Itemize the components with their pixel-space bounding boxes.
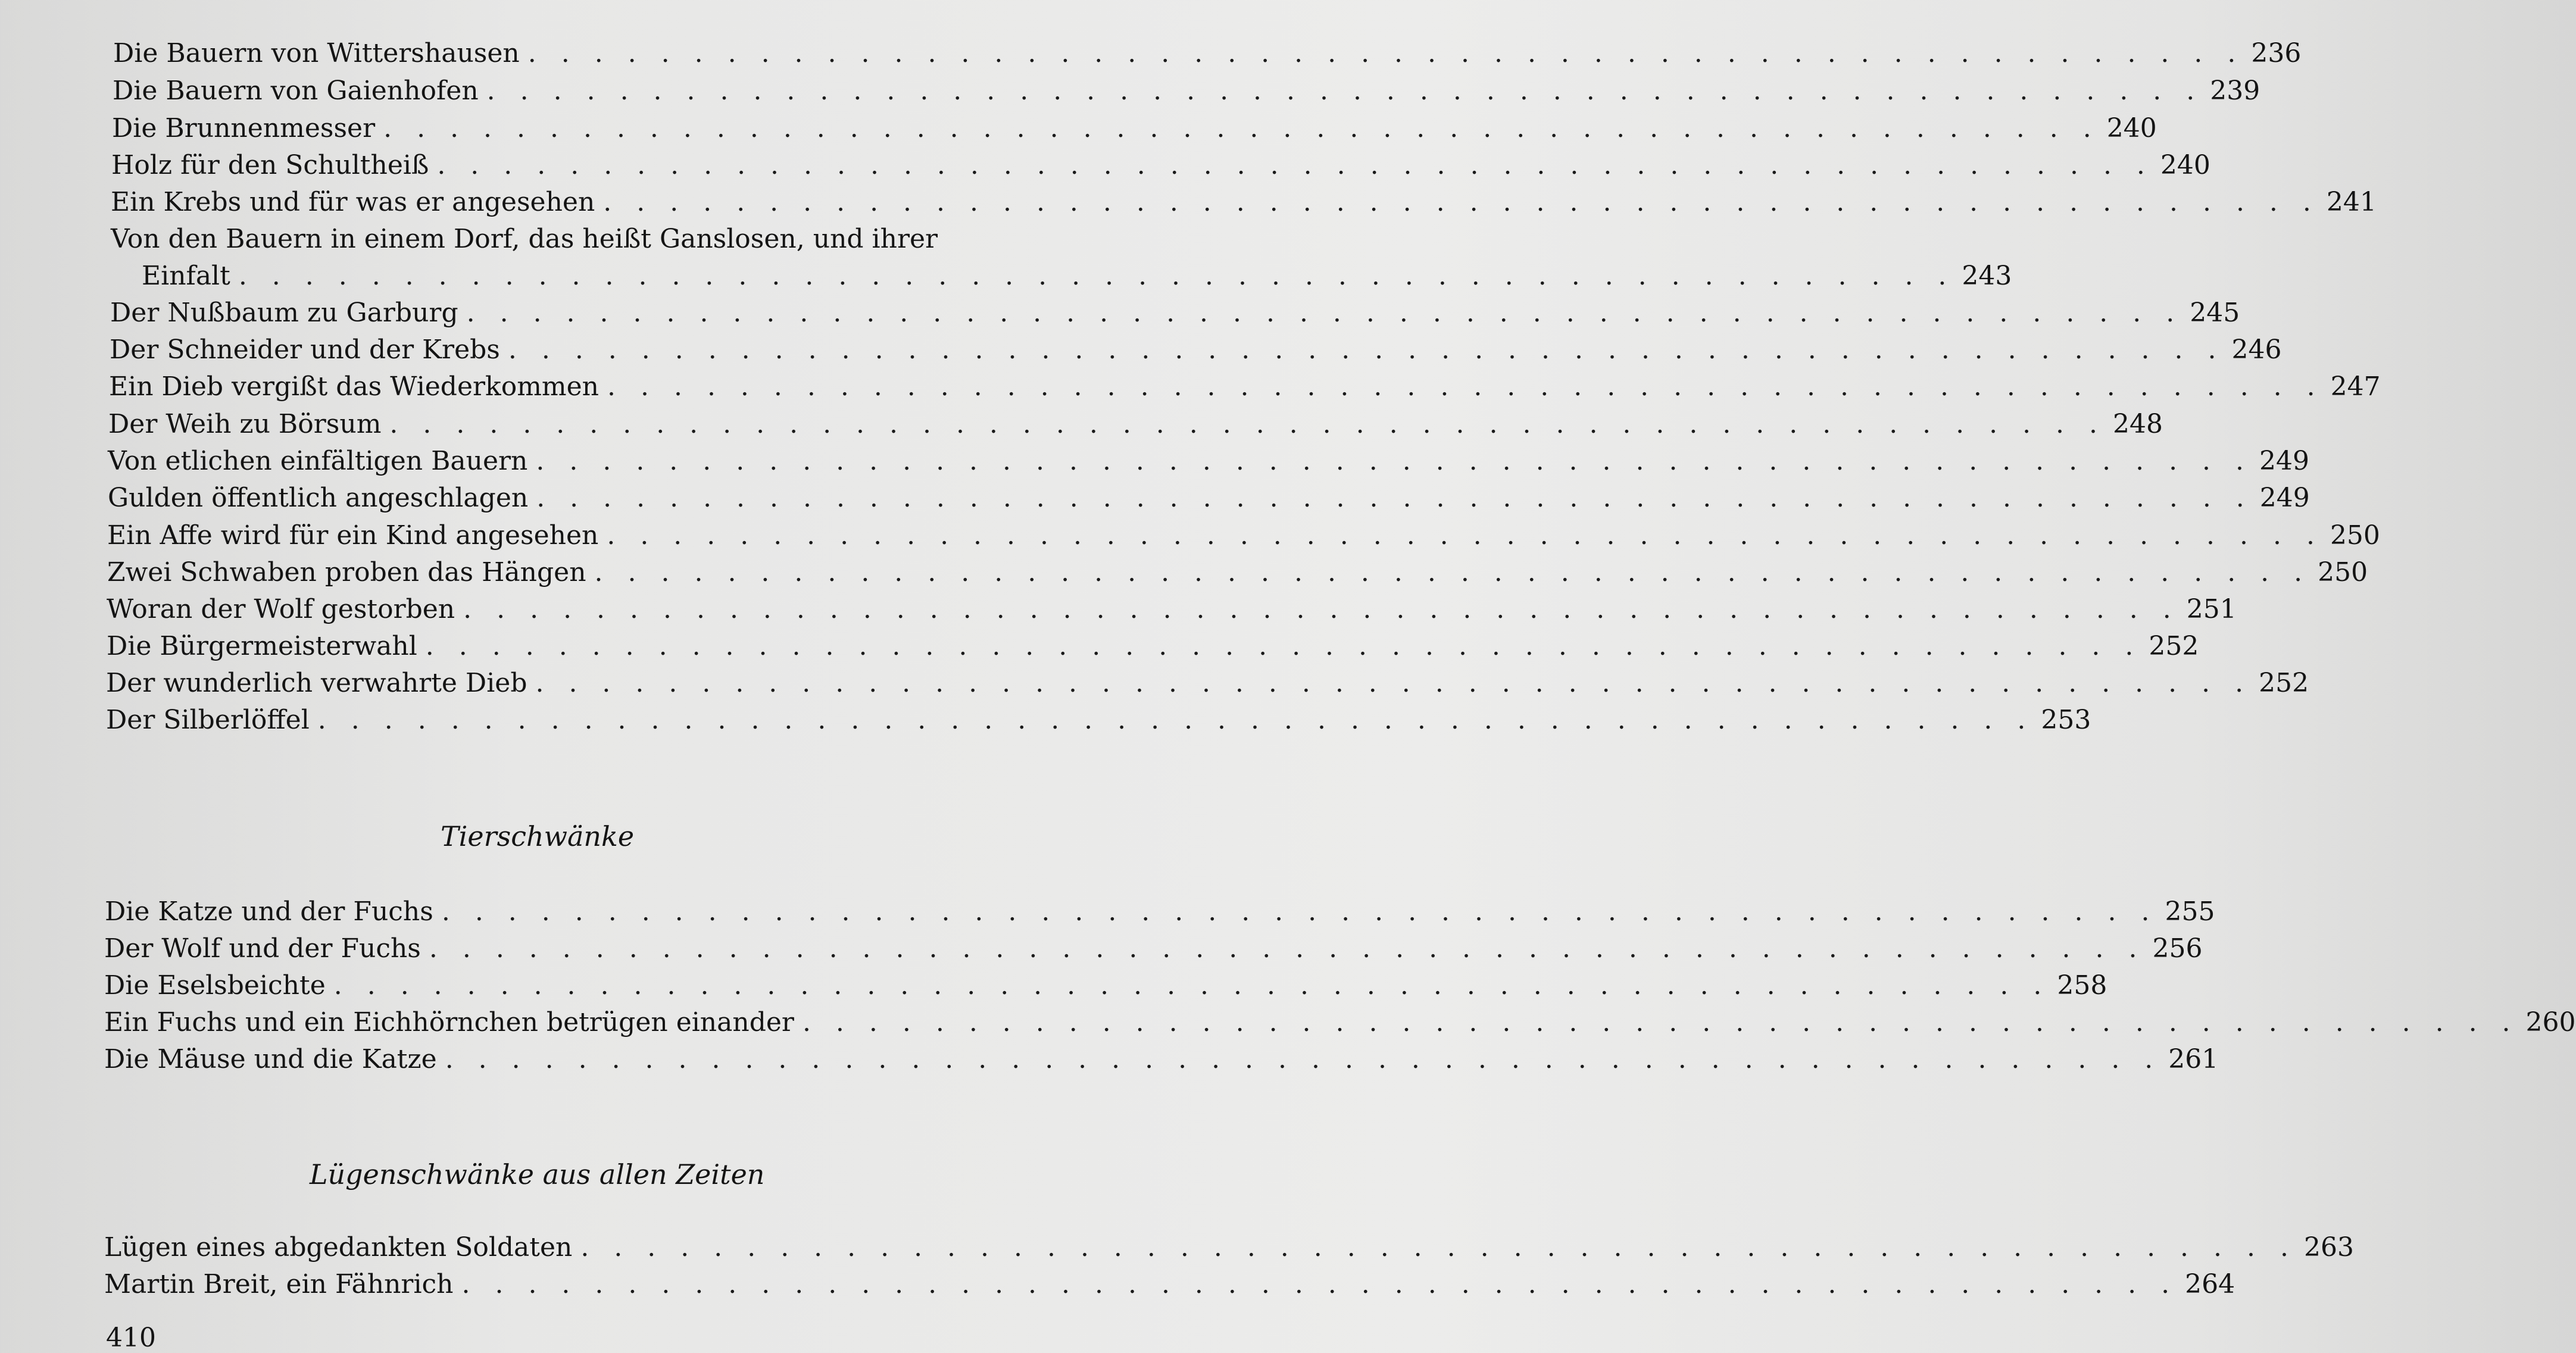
toc-entry-title-line1: Von den Bauern in einem Dorf, das heißt Ganslosen, und ihrer: [111, 224, 938, 254]
toc-entry-page: 248: [2113, 409, 2163, 439]
toc-entry: [110, 298, 2240, 328]
dot-leader: . . . . . . . . . . . . . . . . . . . . . . . . . . . . . . . . . . . . . . . . . . . . . . . . . . . .: [594, 557, 2311, 588]
toc-entry-title: Die Eselsbeichte: [104, 970, 326, 1001]
dot-leader: . . . . . . . . . . . . . . . . . . . . . . . . . . . . . . . . . . . . . . . . . . . . . . . . . . . .: [317, 705, 2034, 735]
toc-entry-title: Der Nußbaum zu Garburg: [110, 298, 458, 328]
dot-leader: . . . . . . . . . . . . . . . . . . . . . . . . . . . . . . . . . . . . . . . . . . . . . . . . . . . .: [437, 150, 2153, 180]
toc-entry-page: 239: [2210, 76, 2260, 106]
toc-entry-page: 252: [2259, 668, 2309, 698]
toc-entry: [113, 76, 2260, 106]
toc-entry-title: Die Katze und der Fuchs: [105, 896, 433, 927]
toc-entry: [108, 446, 2309, 476]
toc-entry-title: Martin Breit, ein Fähnrich: [104, 1269, 454, 1299]
toc-entry-page: 256: [2152, 933, 2203, 964]
toc-entry: [142, 261, 2012, 291]
toc-entry-title: Gulden öffentlich angeschlagen: [108, 483, 529, 513]
toc-entry: [106, 705, 2091, 735]
dot-leader: . . . . . . . . . . . . . . . . . . . . . . . . . . . . . . . . . . . . . . . . . . . . . . . . . . . .: [607, 520, 2323, 551]
toc-entry: [107, 520, 2380, 551]
dot-leader: . . . . . . . . . . . . . . . . . . . . . . . . . . . . . . . . . . . . . . . . . . . . . . . . . . . .: [802, 1007, 2519, 1038]
toc-entry-page: 251: [2186, 594, 2237, 624]
dot-leader: . . . . . . . . . . . . . . . . . . . . . . . . . . . . . . . . . . . . . . . . . . . . . . . . . . . .: [603, 187, 2319, 217]
toc-entry: [112, 113, 2157, 143]
dot-leader: . . . . . . . . . . . . . . . . . . . . . . . . . . . . . . . . . . . . . . . . . . . . . . . . . . . .: [429, 933, 2146, 964]
toc-entry: [104, 970, 2107, 1001]
dot-leader: . . . . . . . . . . . . . . . . . . . . . . . . . . . . . . . . . . . . . . . . . . . . . . . . . . . .: [527, 38, 2244, 68]
toc-entry: [104, 1232, 2354, 1263]
dot-leader: . . . . . . . . . . . . . . . . . . . . . . . . . . . . . . . . . . . . . . . . . . . . . . . . . . . .: [466, 298, 2183, 328]
toc-entry-page: 264: [2185, 1269, 2235, 1299]
toc-entry-title: Der Wolf und der Fuchs: [104, 933, 421, 964]
toc-entry-title: Der Silberlöffel: [106, 705, 310, 735]
dot-leader: . . . . . . . . . . . . . . . . . . . . . . . . . . . . . . . . . . . . . . . . . . . . . . . . . . . .: [580, 1232, 2297, 1263]
dot-leader: . . . . . . . . . . . . . . . . . . . . . . . . . . . . . . . . . . . . . . . . . . . . . . . . . . . .: [463, 594, 2180, 624]
toc-entry-page: 241: [2326, 187, 2377, 217]
toc-entry: [111, 187, 2377, 217]
toc-entry-title: Von etlichen einfältigen Bauern: [108, 446, 528, 476]
toc-entry: [109, 371, 2381, 402]
toc-entry: [111, 150, 2210, 180]
dot-leader: . . . . . . . . . . . . . . . . . . . . . . . . . . . . . . . . . . . . . . . . . . . . . . . . . . . .: [238, 261, 1955, 291]
toc-entry-page: 250: [2318, 557, 2368, 588]
toc-entry-page: 249: [2259, 446, 2309, 476]
toc-entry: [107, 594, 2237, 624]
page-number: 410: [106, 1323, 156, 1353]
dot-leader: . . . . . . . . . . . . . . . . . . . . . . . . . . . . . . . . . . . . . . . . . . . . . . . . . . . .: [486, 76, 2203, 106]
toc-entry-title: Woran der Wolf gestorben: [107, 594, 455, 624]
toc-entry-title: Ein Krebs und für was er angesehen: [111, 187, 595, 217]
toc-entry-title: Der Weih zu Börsum: [108, 409, 382, 439]
dot-leader: . . . . . . . . . . . . . . . . . . . . . . . . . . . . . . . . . . . . . . . . . . . . . . . . . . . .: [333, 970, 2050, 1001]
toc-entry: [106, 668, 2309, 698]
toc-entry-title: Einfalt: [142, 261, 230, 291]
toc-entry: [104, 1269, 2235, 1299]
dot-leader: . . . . . . . . . . . . . . . . . . . . . . . . . . . . . . . . . . . . . . . . . . . . . . . . . . . .: [508, 335, 2225, 365]
toc-entry-title: Ein Dieb vergißt das Wiederkommen: [109, 371, 599, 402]
toc-entry: [108, 483, 2310, 513]
toc-entry-title: Lügen eines abgedankten Soldaten: [104, 1232, 573, 1263]
toc-entry: [113, 38, 2302, 68]
toc-entry: [107, 557, 2368, 588]
toc-entry: [104, 1044, 2219, 1074]
dot-leader: . . . . . . . . . . . . . . . . . . . . . . . . . . . . . . . . . . . . . . . . . . . . . . . . . . . .: [536, 446, 2252, 476]
toc-entry-title: Die Mäuse und die Katze: [104, 1044, 437, 1074]
toc-entry-page: 240: [2106, 113, 2157, 143]
toc-entry-title: Ein Fuchs und ein Eichhörnchen betrügen einander: [104, 1007, 794, 1038]
toc-entry-title: Die Brunnenmesser: [112, 113, 376, 143]
toc-entry-title: Holz für den Schultheiß: [111, 150, 429, 180]
toc-entry-page: 252: [2149, 631, 2199, 661]
dot-leader: . . . . . . . . . . . . . . . . . . . . . . . . . . . . . . . . . . . . . . . . . . . . . . . . . . . .: [425, 631, 2142, 661]
toc-entry-page: 250: [2330, 520, 2380, 551]
toc-entry-page: 247: [2330, 371, 2381, 402]
toc-entry: [108, 409, 2163, 439]
toc-entry-page: 263: [2303, 1232, 2354, 1263]
dot-leader: . . . . . . . . . . . . . . . . . . . . . . . . . . . . . . . . . . . . . . . . . . . . . . . . . . . .: [536, 483, 2253, 513]
section-heading: Lügenschwänke aus allen Zeiten: [310, 1158, 765, 1190]
toc-entry: [107, 631, 2199, 661]
toc-entry: [105, 896, 2215, 927]
toc-entry-title: Der wunderlich verwahrte Dieb: [106, 668, 527, 698]
toc-entry-page: 253: [2041, 705, 2091, 735]
toc-entry-page: 240: [2160, 150, 2210, 180]
dot-leader: . . . . . . . . . . . . . . . . . . . . . . . . . . . . . . . . . . . . . . . . . . . . . . . . . . . .: [441, 896, 2158, 927]
toc-entry-title: Ein Affe wird für ein Kind angesehen: [107, 520, 599, 551]
toc-entry-page: 260: [2525, 1007, 2576, 1038]
section-heading: Tierschwänke: [441, 820, 635, 852]
toc-entry-title: Der Schneider und der Krebs: [110, 335, 500, 365]
toc-entry-page: 249: [2259, 483, 2310, 513]
dot-leader: . . . . . . . . . . . . . . . . . . . . . . . . . . . . . . . . . . . . . . . . . . . . . . . . . . . .: [607, 371, 2324, 402]
toc-entry: [104, 933, 2203, 964]
dot-leader: . . . . . . . . . . . . . . . . . . . . . . . . . . . . . . . . . . . . . . . . . . . . . . . . . . . .: [461, 1269, 2178, 1299]
toc-entry-page: 258: [2057, 970, 2107, 1001]
toc-entry-title: Die Bauern von Gaienhofen: [113, 76, 479, 106]
toc-entry-page: 261: [2168, 1044, 2219, 1074]
toc-entry-title: Die Bürgermeisterwahl: [107, 631, 417, 661]
toc-entry-page: 255: [2165, 896, 2215, 927]
dot-leader: . . . . . . . . . . . . . . . . . . . . . . . . . . . . . . . . . . . . . . . . . . . . . . . . . . . .: [535, 668, 2252, 698]
toc-entry-page: 245: [2190, 298, 2240, 328]
dot-leader: . . . . . . . . . . . . . . . . . . . . . . . . . . . . . . . . . . . . . . . . . . . . . . . . . . . .: [445, 1044, 2162, 1074]
toc-entry-page: 246: [2231, 335, 2282, 365]
dot-leader: . . . . . . . . . . . . . . . . . . . . . . . . . . . . . . . . . . . . . . . . . . . . . . . . . . . .: [389, 409, 2106, 439]
dot-leader: . . . . . . . . . . . . . . . . . . . . . . . . . . . . . . . . . . . . . . . . . . . . . . . . . . . .: [383, 113, 2100, 143]
toc-entry-page: 243: [1962, 261, 2012, 291]
toc-entry: [104, 1007, 2576, 1038]
toc-entry-title: Zwei Schwaben proben das Hängen: [107, 557, 586, 588]
toc-entry: [110, 335, 2282, 365]
toc-entry-page: 236: [2251, 38, 2302, 68]
toc-entry-title: Die Bauern von Wittershausen: [113, 38, 520, 68]
